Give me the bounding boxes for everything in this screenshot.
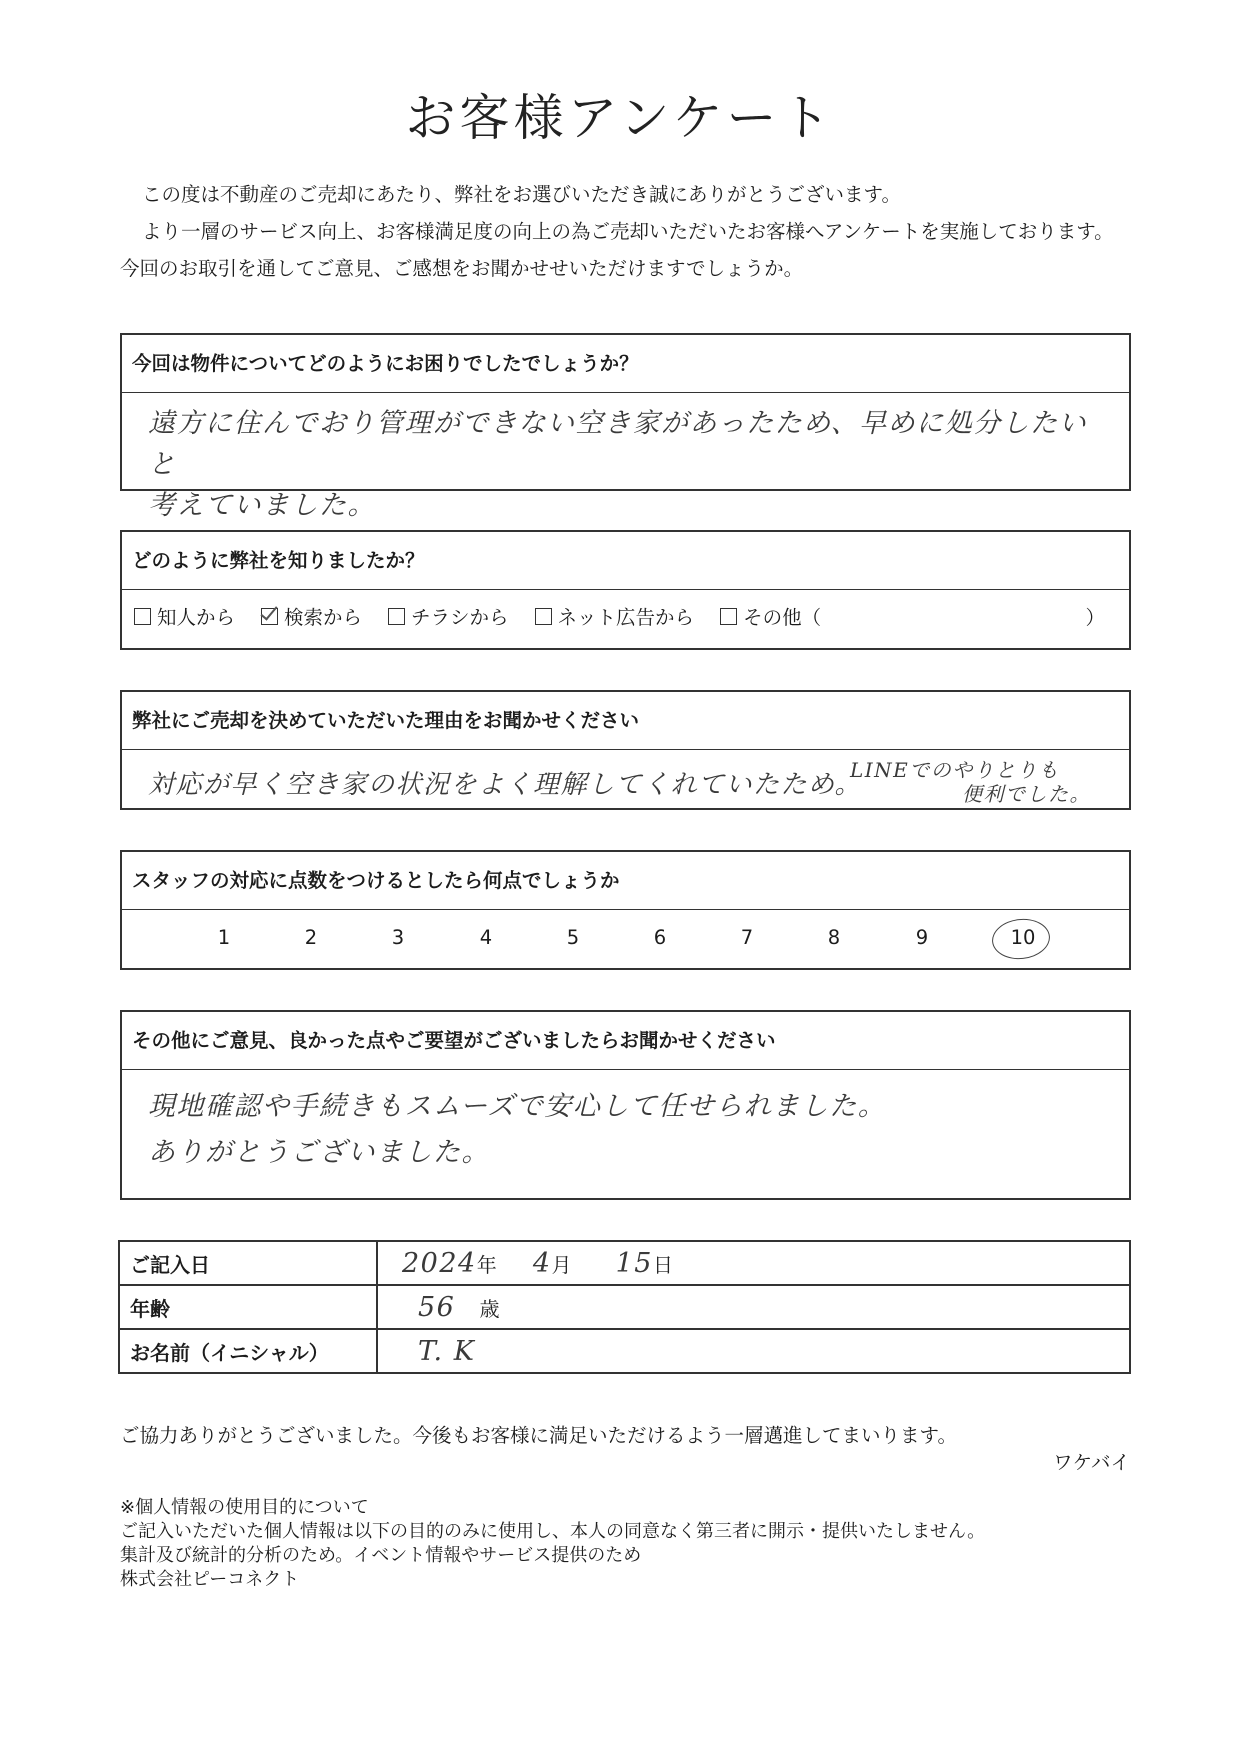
checkbox-checked[interactable]: [261, 608, 278, 625]
question-5-label: その他にご意見、良かった点やご要望がございましたらお聞かせください: [122, 1012, 1129, 1070]
day-unit: 日: [652, 1254, 673, 1277]
question-5-box: [120, 1010, 1131, 1200]
date-day: 15: [615, 1247, 653, 1279]
answer-line-a: LINEでのやりとりも: [850, 758, 1060, 782]
score-4[interactable]: 4: [479, 926, 493, 949]
question-3-answer[interactable]: [122, 750, 1129, 808]
privacy-line: ご記入いただいた個人情報は以下の目的のみに使用し、本人の同意なく第三者に開示・提供いたしません。: [120, 1521, 986, 1542]
page-title: お客様アンケート: [405, 89, 835, 147]
age-value: 56: [418, 1291, 456, 1323]
question-1-answer[interactable]: [122, 393, 1129, 526]
score-8[interactable]: 8: [827, 926, 841, 949]
question-1-label: 今回は物件についてどのようにお困りでしたでしょうか？: [122, 335, 1129, 393]
question-1-box: [120, 333, 1131, 521]
date-label: ご記入日: [119, 1241, 377, 1285]
age-row: [119, 1285, 1130, 1329]
name-row: [119, 1329, 1130, 1373]
score-1[interactable]: 1: [217, 926, 231, 949]
intro-line-2: より一層のサービス向上、お客様満足度の向上の為ご売却いただいたお客様へアンケートを実施しております。今回のお取引を通してご意見、ご感想をお聞かせせいただけますでしょうか。: [120, 220, 1114, 280]
name-value: T. K: [418, 1335, 476, 1367]
answer-line: 考えていました。: [148, 490, 376, 521]
score-10-selected[interactable]: 10: [1008, 926, 1038, 949]
name-label: お名前（イニシャル）: [119, 1329, 377, 1373]
option-flyer[interactable]: チラシから: [388, 602, 509, 630]
checkbox[interactable]: [388, 608, 405, 625]
date-row: [119, 1241, 1130, 1285]
privacy-line: 集計及び統計的分析のため。イベント情報やサービス提供のため: [120, 1545, 642, 1566]
age-unit: 歳: [479, 1298, 500, 1321]
score-3[interactable]: 3: [391, 926, 405, 949]
answer-line: ありがとうございました。: [148, 1137, 490, 1168]
answer-main: 対応が早く空き家の状況をよく理解してくれていたため。: [148, 770, 862, 800]
other-paren-close: ）: [1085, 606, 1105, 629]
closing-message: ご協力ありがとうございました。今後もお客様に満足いただけるよう一層邁進してまいります。: [120, 1424, 957, 1447]
date-field[interactable]: [377, 1241, 1130, 1285]
intro-line-1: この度は不動産のご売却にあたり、弊社をお選びいただき誠にありがとうございます。: [142, 183, 901, 206]
privacy-notice: [120, 1496, 985, 1592]
question-3-label: 弊社にご売却を決めていただいた理由をお聞かせください: [122, 692, 1129, 750]
answer-line-b: 便利でした。: [962, 782, 1091, 806]
question-3-box: [120, 690, 1131, 810]
question-2-box: [120, 530, 1131, 650]
privacy-heading: ※個人情報の使用目的について: [120, 1497, 369, 1518]
question-2-label: どのように弊社を知りましたか？: [122, 532, 1129, 590]
score-9[interactable]: 9: [915, 926, 929, 949]
score-2[interactable]: 2: [304, 926, 318, 949]
question-5-answer[interactable]: [122, 1070, 1129, 1176]
age-field[interactable]: [377, 1285, 1130, 1329]
question-4-label: スタッフの対応に点数をつけるとしたら何点でしょうか: [122, 852, 1129, 910]
option-acquaintance[interactable]: 知人から: [134, 602, 235, 630]
checkbox[interactable]: [134, 608, 151, 625]
checkbox[interactable]: [535, 608, 552, 625]
answer-line: 現地確認や手続きもスムーズで安心して任せられました。: [148, 1091, 887, 1122]
score-6[interactable]: 6: [653, 926, 667, 949]
source-options: [122, 590, 1129, 642]
option-web-ad[interactable]: ネット広告から: [535, 602, 695, 630]
option-other[interactable]: その他（: [720, 602, 821, 630]
name-field[interactable]: [377, 1329, 1130, 1373]
month-unit: 月: [551, 1254, 572, 1277]
date-year: 2024: [402, 1247, 477, 1279]
question-4-box: [120, 850, 1131, 970]
respondent-info-table: [118, 1240, 1131, 1374]
company-name: 株式会社ピーコネクト: [120, 1569, 300, 1590]
company-short-name: ワケバイ: [1053, 1451, 1130, 1474]
score-row: [122, 910, 1129, 968]
score-7[interactable]: 7: [740, 926, 754, 949]
intro-text: [120, 176, 1130, 287]
year-unit: 年: [476, 1254, 497, 1277]
option-search[interactable]: 検索から: [261, 602, 362, 630]
checkbox[interactable]: [720, 608, 737, 625]
score-5[interactable]: 5: [566, 926, 580, 949]
answer-line: 遠方に住んでおり管理ができない空き家があったため、早めに処分したいと: [148, 408, 1088, 480]
age-label: 年齢: [119, 1285, 377, 1329]
date-month: 4: [532, 1247, 552, 1279]
